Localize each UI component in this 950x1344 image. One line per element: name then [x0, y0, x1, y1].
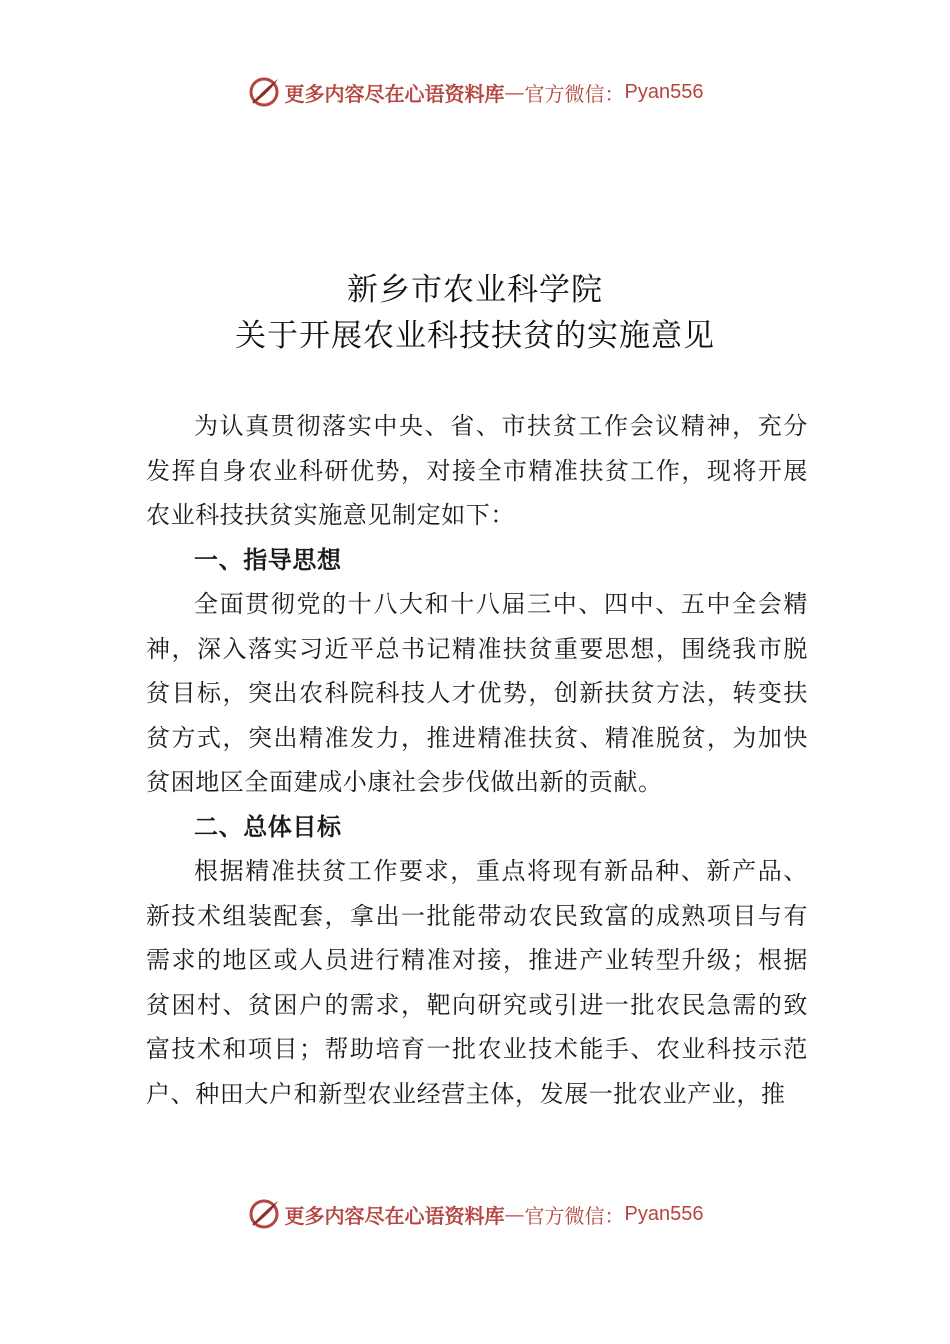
banner-wechat-handle: Pyan556: [624, 80, 704, 103]
banner-wechat-label: 官方微信：: [524, 81, 625, 106]
banner-separator: —: [504, 80, 525, 104]
footer-banner: [0, 1194, 950, 1234]
section-body-guiding-ideology: 全面贯彻党的十八大和十八届三中、四中、五中全会精神，深入落实习近平总书记精准扶贫重要思想，围绕我市脱贫目标，突出农科院科技人才优势，创新扶贫方法，转变扶贫方式，突出精准发力，推进精准扶贫、精准脱贫，为加快贫困地区全面建成小康社会步伐做出新的贡献。: [146, 590, 808, 796]
section-body-overall-goals: 根据精准扶贫工作要求，重点将现有新品种、新产品、新技术组装配套，拿出一批能带动农民致富的成熟项目与有需求的地区或人员进行精准对接，推进产业转型升级；根据贫困村、贫困户的需求，靶向研究或引进一批农民急需的致富技术和项目；帮助培育一批农业技术能手、农业科技示范户、种田大户和新型农业经营主体，发展一批农业产业，推: [146, 857, 808, 1108]
intro-paragraph: 为认真贯彻落实中央、省、市扶贫工作会议精神，充分发挥自身农业科研优势，对接全市精准扶贫工作，现将开展农业科技扶贫实施意见制定如下：: [146, 412, 808, 529]
banner-separator: —: [504, 1202, 525, 1226]
quill-logo-icon: [247, 75, 281, 109]
banner-wechat-label: 官方微信：: [524, 1203, 625, 1228]
document-title-line2: 关于开展农业科技扶贫的实施意见: [235, 318, 715, 354]
document-title-line1: 新乡市农业科学院: [347, 272, 603, 308]
quill-logo-icon: [247, 1197, 281, 1231]
document-body: [146, 404, 808, 1116]
banner-brand: 更多内容尽在心语资料库: [284, 81, 505, 106]
section-heading-overall-goals: 二、总体目标: [194, 812, 342, 841]
header-banner: [0, 72, 950, 112]
banner-brand: 更多内容尽在心语资料库: [284, 1203, 505, 1228]
section-heading-guiding-ideology: 一、指导思想: [194, 545, 342, 574]
banner-wechat-handle: Pyan556: [624, 1202, 704, 1225]
